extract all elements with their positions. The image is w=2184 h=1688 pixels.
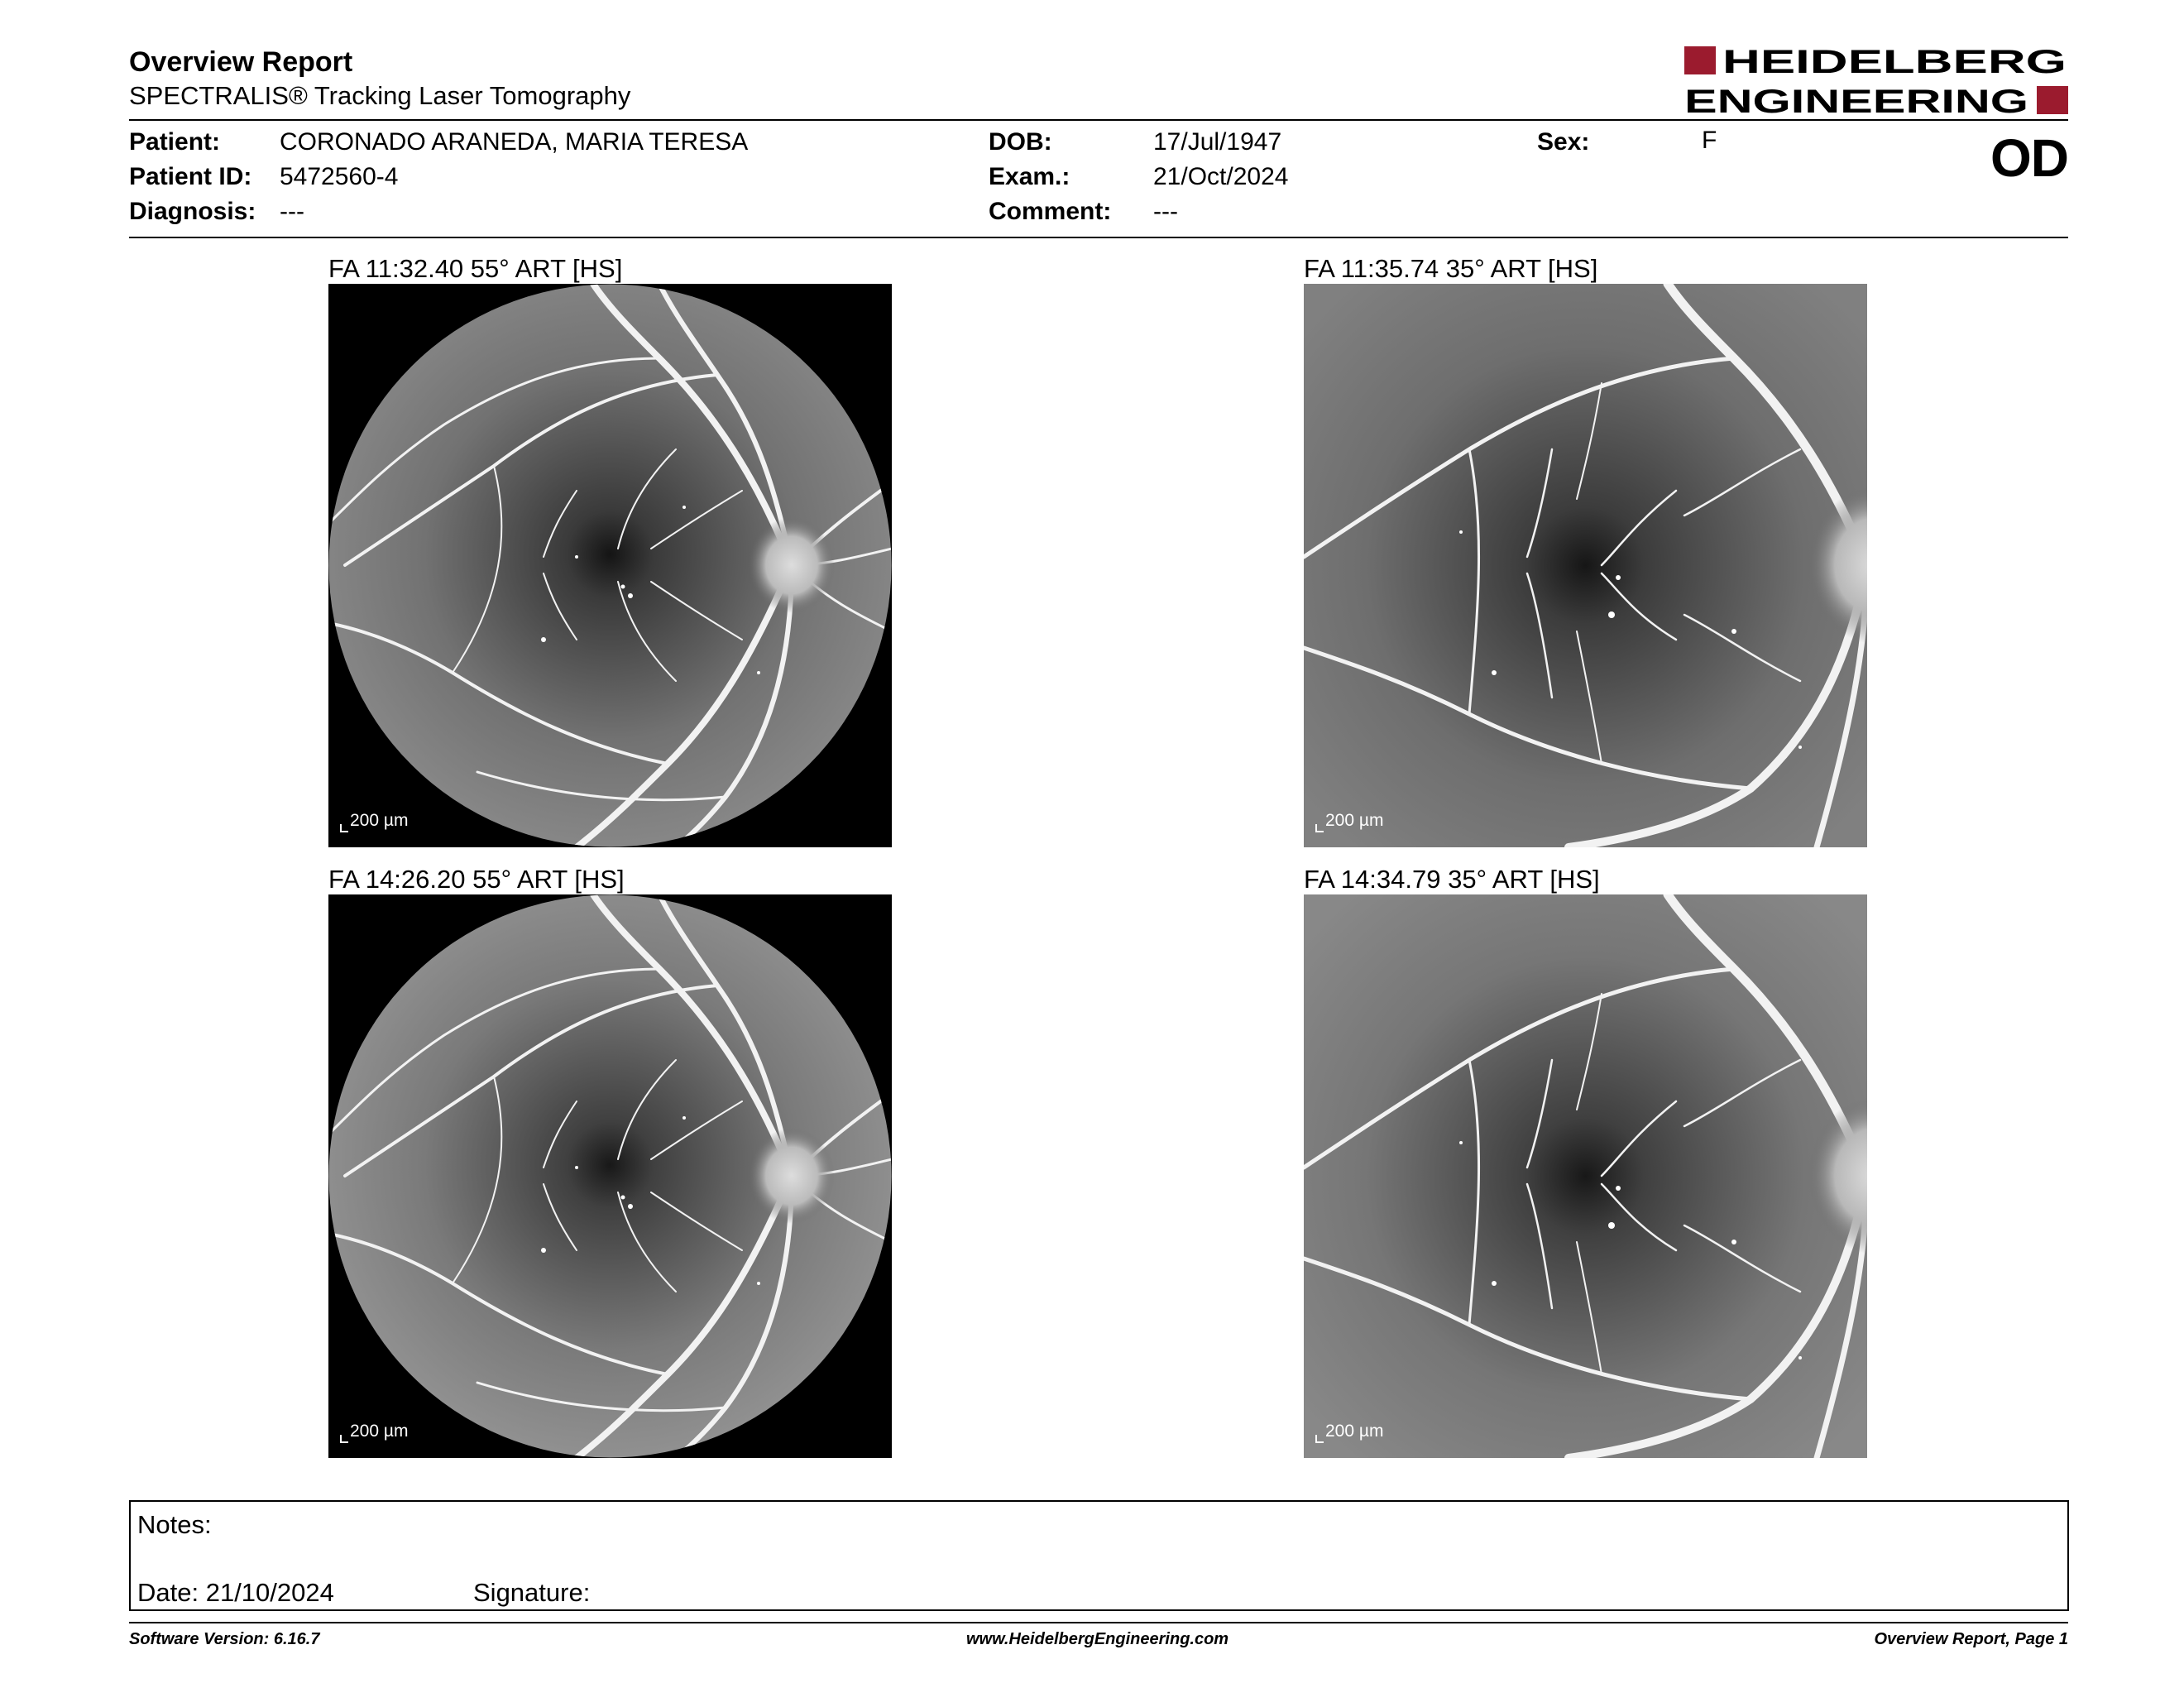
image-caption: FA 14:26.20 55° ART [HS] [328, 865, 625, 894]
image-caption: FA 11:32.40 55° ART [HS] [328, 254, 623, 283]
scale-bar-label: 200 µm [1325, 811, 1384, 830]
date-line: Date: 21/10/2024 [137, 1578, 334, 1607]
exam-label: Exam.: [989, 163, 1070, 190]
notes-box[interactable] [129, 1500, 2069, 1611]
heidelberg-engineering-logo [1684, 45, 2068, 119]
patient-id-label: Patient ID: [129, 163, 252, 190]
scale-bar-icon [1315, 1435, 1324, 1443]
diagnosis-value: --- [280, 198, 304, 225]
comment-label: Comment: [989, 198, 1112, 225]
fundus-image [328, 894, 892, 1458]
diagnosis-label: Diagnosis: [129, 198, 256, 225]
footer-divider [129, 1622, 2068, 1623]
dob-value: 17/Jul/1947 [1153, 128, 1282, 156]
fundus-image [1304, 284, 1867, 847]
report-title: Overview Report [129, 46, 353, 78]
scale-bar-label: 200 µm [350, 811, 409, 830]
scale-bar [340, 811, 408, 832]
svg-text:HEIDELBERG: HEIDELBERG [1722, 45, 2067, 80]
notes-label: Notes: [137, 1510, 212, 1539]
footer-software-version: Software Version: 6.16.7 [129, 1630, 320, 1648]
patient-name: CORONADO ARANEDA, MARIA TERESA [280, 128, 749, 156]
report-subtitle: SPECTRALIS® Tracking Laser Tomography [129, 81, 631, 110]
footer-page-number: Overview Report, Page 1 [1874, 1630, 2068, 1648]
footer-website: www.HeidelbergEngineering.com [966, 1630, 1229, 1648]
fundus-image [1304, 894, 1867, 1458]
image-caption: FA 14:34.79 35° ART [HS] [1304, 865, 1600, 894]
fundus-image [328, 284, 892, 847]
dob-label: DOB: [989, 128, 1052, 156]
patient-divider [129, 237, 2068, 238]
eye-laterality: OD [1990, 128, 2068, 188]
scale-bar-label: 200 µm [350, 1422, 409, 1441]
patient-label: Patient: [129, 128, 221, 156]
scale-bar [1315, 811, 1383, 832]
sex-label: Sex: [1537, 128, 1590, 156]
comment-value: --- [1153, 198, 1178, 225]
patient-id: 5472560-4 [280, 163, 399, 190]
image-caption: FA 11:35.74 35° ART [HS] [1304, 254, 1598, 283]
header-divider [129, 119, 2068, 121]
scale-bar [1315, 1422, 1383, 1443]
scale-bar-icon [1315, 824, 1324, 832]
scale-bar-icon [340, 1435, 348, 1443]
svg-text:ENGINEERING: ENGINEERING [1684, 84, 2028, 119]
scale-bar-label: 200 µm [1325, 1422, 1384, 1441]
signature-label: Signature: [473, 1578, 591, 1607]
scale-bar-icon [340, 824, 348, 832]
scale-bar [340, 1422, 408, 1443]
exam-value: 21/Oct/2024 [1153, 163, 1289, 190]
sex-value: F [1702, 127, 1717, 154]
